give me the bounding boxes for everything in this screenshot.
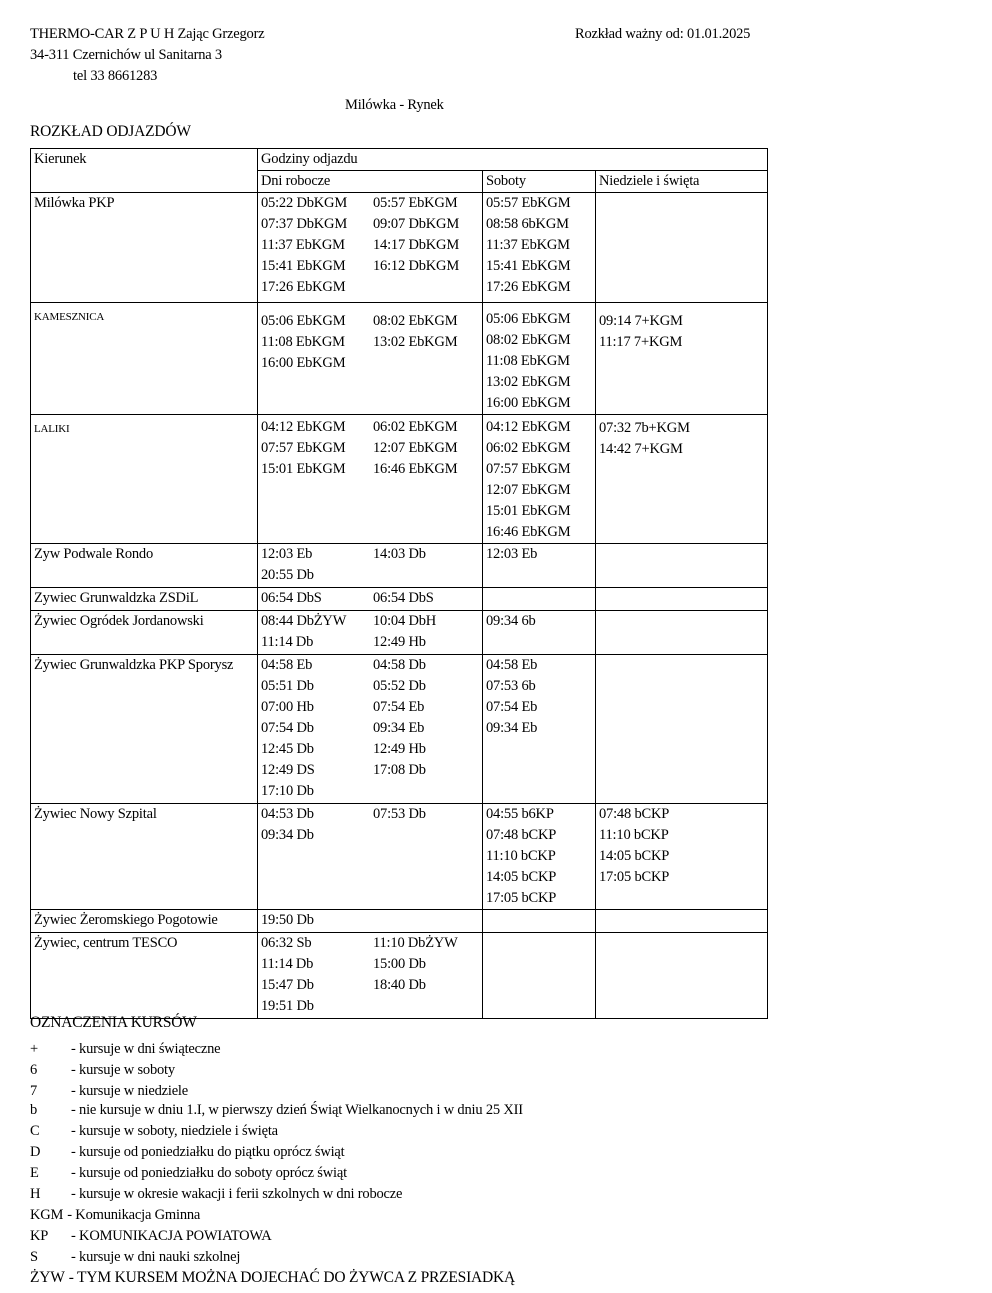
weekday-times-line xyxy=(261,975,479,996)
weekday-times-line xyxy=(261,804,479,825)
departure-time: 13:02 EbKGM xyxy=(373,334,458,350)
legend-item xyxy=(30,1042,220,1057)
weekday-times-line xyxy=(261,760,479,781)
legend-code: + xyxy=(30,1041,38,1057)
legend-item xyxy=(30,1270,515,1286)
weekday-times-line xyxy=(261,996,479,1017)
direction-cell: Milówka PKP xyxy=(31,193,258,303)
weekday-times-cell xyxy=(258,544,483,588)
legend-description: - kursuje w okresie wakacji i ferii szkolnych w dni robocze xyxy=(71,1186,403,1202)
weekday-times-cell xyxy=(258,588,483,611)
header-direction: Kierunek xyxy=(31,149,258,193)
legend-item xyxy=(30,1145,344,1160)
departure-time: 09:34 Eb xyxy=(486,720,538,736)
weekday-times-cell xyxy=(258,415,483,544)
table-row xyxy=(31,415,768,544)
departure-time: 06:02 EbKGM xyxy=(373,419,458,435)
weekday-times-line xyxy=(261,438,479,459)
saturday-times-cell xyxy=(483,193,596,303)
departure-time: 04:12 EbKGM xyxy=(486,419,571,435)
departure-time: 08:58 6bKGM xyxy=(486,216,569,232)
weekday-times-line xyxy=(261,676,479,697)
weekday-times-line xyxy=(261,459,479,480)
departure-time: 06:02 EbKGM xyxy=(486,440,571,456)
legend-item xyxy=(30,1103,523,1118)
departure-time: 14:05 bCKP xyxy=(599,848,670,864)
departure-time: 05:06 EbKGM xyxy=(261,313,346,329)
schedule-title: ROZKŁAD ODJAZDÓW xyxy=(30,123,191,140)
departure-time: 10:04 DbH xyxy=(373,613,437,629)
legend-item xyxy=(30,1208,200,1223)
weekday-times-cell xyxy=(258,193,483,303)
legend-code: b xyxy=(30,1102,38,1118)
departure-time: 16:00 EbKGM xyxy=(261,355,346,371)
departure-time: 07:37 DbKGM xyxy=(261,216,348,232)
saturday-times-cell xyxy=(483,415,596,544)
weekday-times-line xyxy=(261,632,479,653)
sunday-times-cell xyxy=(596,303,768,415)
sunday-times-cell xyxy=(596,415,768,544)
departure-time: 09:14 7+KGM xyxy=(599,313,683,329)
departure-time: 11:17 7+KGM xyxy=(599,334,683,350)
departure-time: 05:51 Db xyxy=(261,678,314,694)
weekday-times-line xyxy=(261,544,479,565)
departure-time: 09:34 Eb xyxy=(373,720,425,736)
departure-time: 15:47 Db xyxy=(261,977,314,993)
legend-item xyxy=(30,1166,347,1181)
valid-from-date: Rozkład ważny od: 01.01.2025 xyxy=(575,26,751,42)
departure-time: 14:17 DbKGM xyxy=(373,237,460,253)
departure-time: 07:48 bCKP xyxy=(486,827,557,843)
departure-time: 14:05 bCKP xyxy=(486,869,557,885)
departure-time: 12:49 DS xyxy=(261,762,315,778)
table-row xyxy=(31,588,768,611)
legend-description: - kursuje w niedziele xyxy=(71,1083,188,1099)
departure-time: 04:55 b6KP xyxy=(486,806,554,822)
direction-cell: Żywiec Żeromskiego Pogotowie xyxy=(31,910,258,933)
weekday-times-line xyxy=(261,235,479,256)
table-row xyxy=(31,655,768,804)
departure-time: 17:05 bCKP xyxy=(599,869,670,885)
departure-time: 12:07 EbKGM xyxy=(373,440,458,456)
legend-code: E xyxy=(30,1165,39,1181)
table-row xyxy=(31,544,768,588)
weekday-times-line xyxy=(261,655,479,676)
legend-code: S xyxy=(30,1249,38,1265)
legend-title: OZNACZENIA KURSÓW xyxy=(30,1014,197,1031)
departure-time: 15:41 EbKGM xyxy=(261,258,346,274)
sunday-times-cell xyxy=(596,933,768,1019)
departure-time: 08:02 EbKGM xyxy=(486,332,571,348)
timetable-rows xyxy=(31,193,768,1019)
legend-item xyxy=(30,1229,272,1244)
weekday-times-cell xyxy=(258,804,483,910)
departure-time: 17:26 EbKGM xyxy=(486,279,571,295)
company-address: 34-311 Czernichów ul Sanitarna 3 xyxy=(30,47,222,63)
departure-time: 12:49 Hb xyxy=(373,634,426,650)
departure-time: 12:07 EbKGM xyxy=(486,482,571,498)
legend-item xyxy=(30,1084,188,1099)
sunday-times-cell xyxy=(596,804,768,910)
departure-time: 16:46 EbKGM xyxy=(486,524,571,540)
legend-description: - Komunikacja Gminna xyxy=(67,1207,201,1223)
table-row xyxy=(31,910,768,933)
saturday-times-cell xyxy=(483,611,596,655)
legend-code: KP xyxy=(30,1228,49,1244)
table-row xyxy=(31,611,768,655)
header-sundays: Niedziele i święta xyxy=(596,171,768,193)
departure-time: 04:58 Eb xyxy=(486,657,538,673)
departure-time: 04:53 Db xyxy=(261,806,314,822)
saturday-times-cell xyxy=(483,933,596,1019)
departure-time: 13:02 EbKGM xyxy=(486,374,571,390)
table-row xyxy=(31,303,768,415)
legend-code: D xyxy=(30,1144,41,1160)
weekday-times-cell xyxy=(258,655,483,804)
weekday-times-line xyxy=(261,954,479,975)
departure-time: 17:08 Db xyxy=(373,762,426,778)
weekday-times-line xyxy=(261,277,479,298)
legend-description: - kursuje od poniedziałku do piątku oprócz świąt xyxy=(71,1144,345,1160)
departure-time: 04:58 Db xyxy=(373,657,426,673)
departure-time: 11:10 DbŻYW xyxy=(373,935,458,951)
departure-time: 11:14 Db xyxy=(261,634,314,650)
legend-description: - kursuje w dni świąteczne xyxy=(71,1041,221,1057)
weekday-times-cell xyxy=(258,933,483,1019)
departure-time: 15:01 EbKGM xyxy=(486,503,571,519)
departure-time: 20:55 Db xyxy=(261,567,314,583)
header-saturdays: Soboty xyxy=(483,171,596,193)
weekday-times-line xyxy=(261,933,479,954)
timetable xyxy=(30,148,768,1019)
direction-cell: Zyw Podwale Rondo xyxy=(31,544,258,588)
weekday-times-line xyxy=(261,256,479,277)
legend-code: ŻYW xyxy=(30,1269,65,1286)
company-name: THERMO-CAR Z P U H Zając Grzegorz xyxy=(30,26,265,42)
sunday-times-cell xyxy=(596,588,768,611)
departure-time: 11:37 EbKGM xyxy=(261,237,345,253)
legend-description: - kursuje od poniedziałku do soboty oprócz świąt xyxy=(71,1165,347,1181)
weekday-times-line xyxy=(261,910,479,931)
sunday-times-cell xyxy=(596,193,768,303)
legend-code: H xyxy=(30,1186,41,1202)
departure-time: 06:54 DbS xyxy=(261,590,322,606)
weekday-times-line xyxy=(261,718,479,739)
departure-time: 05:22 DbKGM xyxy=(261,195,348,211)
weekday-times-line xyxy=(261,353,479,374)
legend-code: 6 xyxy=(30,1062,38,1078)
weekday-times-cell xyxy=(258,910,483,933)
departure-time: 18:40 Db xyxy=(373,977,426,993)
departure-time: 11:10 bCKP xyxy=(599,827,669,843)
weekday-times-line xyxy=(261,214,479,235)
departure-time: 07:48 bCKP xyxy=(599,806,670,822)
departure-time: 12:03 Eb xyxy=(261,546,313,562)
header-hours: Godziny odjazdu xyxy=(258,149,768,171)
departure-time: 14:42 7+KGM xyxy=(599,441,683,457)
table-row xyxy=(31,804,768,910)
weekday-times-line xyxy=(261,739,479,760)
departure-time: 11:14 Db xyxy=(261,956,314,972)
departure-time: 16:12 DbKGM xyxy=(373,258,460,274)
departure-time: 06:32 Sb xyxy=(261,935,312,951)
departure-time: 05:06 EbKGM xyxy=(486,311,571,327)
saturday-times-cell xyxy=(483,544,596,588)
departure-time: 07:54 Db xyxy=(261,720,314,736)
weekday-times-line xyxy=(261,311,479,332)
weekday-times-cell xyxy=(258,611,483,655)
weekday-times-line xyxy=(261,781,479,802)
weekday-times-line xyxy=(261,825,479,846)
sunday-times-cell xyxy=(596,611,768,655)
direction-cell: KAMESZNICA xyxy=(31,303,258,415)
departure-time: 12:49 Hb xyxy=(373,741,426,757)
departure-time: 07:53 Db xyxy=(373,806,426,822)
weekday-times-line xyxy=(261,697,479,718)
sunday-times-cell xyxy=(596,544,768,588)
departure-time: 09:34 Db xyxy=(261,827,314,843)
departure-time: 06:54 DbS xyxy=(373,590,434,606)
legend-code: KGM xyxy=(30,1207,64,1223)
saturday-times-cell xyxy=(483,910,596,933)
legend-code: 7 xyxy=(30,1083,38,1099)
departure-time: 11:10 bCKP xyxy=(486,848,556,864)
legend-code: C xyxy=(30,1123,40,1139)
departure-time: 07:57 EbKGM xyxy=(486,461,571,477)
header-weekdays: Dni robocze xyxy=(258,171,483,193)
direction-cell: Żywiec, centrum TESCO xyxy=(31,933,258,1019)
departure-time: 15:41 EbKGM xyxy=(486,258,571,274)
table-row xyxy=(31,933,768,1019)
company-phone: tel 33 8661283 xyxy=(73,68,158,84)
departure-time: 04:12 EbKGM xyxy=(261,419,346,435)
departure-time: 05:52 Db xyxy=(373,678,426,694)
legend-description: - nie kursuje w dniu 1.I, w pierwszy dzień Świąt Wielkanocnych i w dniu 25 XII xyxy=(71,1102,523,1118)
departure-time: 16:00 EbKGM xyxy=(486,395,571,411)
departure-time: 17:26 EbKGM xyxy=(261,279,346,295)
departure-time: 19:50 Db xyxy=(261,912,314,928)
departure-time: 05:57 EbKGM xyxy=(486,195,571,211)
saturday-times-cell xyxy=(483,655,596,804)
departure-time: 17:10 Db xyxy=(261,783,314,799)
departure-time: 07:54 Eb xyxy=(373,699,425,715)
direction-cell: Żywiec Ogródek Jordanowski xyxy=(31,611,258,655)
departure-time: 12:03 Eb xyxy=(486,546,538,562)
departure-time: 05:57 EbKGM xyxy=(373,195,458,211)
departure-time: 17:05 bCKP xyxy=(486,890,557,906)
legend-description: - kursuje w dni nauki szkolnej xyxy=(71,1249,241,1265)
weekday-times-line xyxy=(261,611,479,632)
legend-description: - KOMUNIKACJA POWIATOWA xyxy=(71,1228,272,1244)
weekday-times-cell xyxy=(258,303,483,415)
weekday-times-line xyxy=(261,193,479,214)
saturday-times-cell xyxy=(483,588,596,611)
saturday-times-cell xyxy=(483,804,596,910)
legend-description: - kursuje w soboty xyxy=(71,1062,175,1078)
departure-time: 07:54 Eb xyxy=(486,699,538,715)
departure-time: 07:32 7b+KGM xyxy=(599,420,690,436)
legend-item xyxy=(30,1124,278,1139)
weekday-times-line xyxy=(261,332,479,353)
saturday-times-cell xyxy=(483,303,596,415)
direction-cell: Zywiec Grunwaldzka ZSDiL xyxy=(31,588,258,611)
departure-time: 09:07 DbKGM xyxy=(373,216,460,232)
weekday-times-line xyxy=(261,588,479,609)
legend-item xyxy=(30,1187,402,1202)
departure-time: 19:51 Db xyxy=(261,998,314,1014)
departure-time: 07:57 EbKGM xyxy=(261,440,346,456)
weekday-times-line xyxy=(261,565,479,586)
departure-time: 09:34 6b xyxy=(486,613,536,629)
departure-time: 11:08 EbKGM xyxy=(486,353,570,369)
stop-name: Milówka - Rynek xyxy=(345,97,444,113)
departure-time: 15:00 Db xyxy=(373,956,426,972)
departure-time: 08:02 EbKGM xyxy=(373,313,458,329)
departure-time: 07:53 6b xyxy=(486,678,536,694)
departure-time: 04:58 Eb xyxy=(261,657,313,673)
legend-description: - TYM KURSEM MOŻNA DOJECHAĆ DO ŻYWCA Z PRZESIADKĄ xyxy=(68,1269,516,1286)
direction-cell: LALIKI xyxy=(31,415,258,544)
legend-description: - kursuje w soboty, niedziele i święta xyxy=(71,1123,278,1139)
table-row xyxy=(31,193,768,303)
departure-time: 12:45 Db xyxy=(261,741,314,757)
legend-item xyxy=(30,1250,240,1265)
departure-time: 15:01 EbKGM xyxy=(261,461,346,477)
departure-time: 11:08 EbKGM xyxy=(261,334,345,350)
sunday-times-cell xyxy=(596,910,768,933)
departure-time: 16:46 EbKGM xyxy=(373,461,458,477)
weekday-times-line xyxy=(261,417,479,438)
departure-time: 08:44 DbŻYW xyxy=(261,613,347,629)
departure-time: 11:37 EbKGM xyxy=(486,237,570,253)
departure-time: 07:00 Hb xyxy=(261,699,314,715)
direction-cell: Żywiec Nowy Szpital xyxy=(31,804,258,910)
legend-item xyxy=(30,1063,175,1078)
departure-time: 14:03 Db xyxy=(373,546,426,562)
direction-cell: Żywiec Grunwaldzka PKP Sporysz xyxy=(31,655,258,804)
sunday-times-cell xyxy=(596,655,768,804)
